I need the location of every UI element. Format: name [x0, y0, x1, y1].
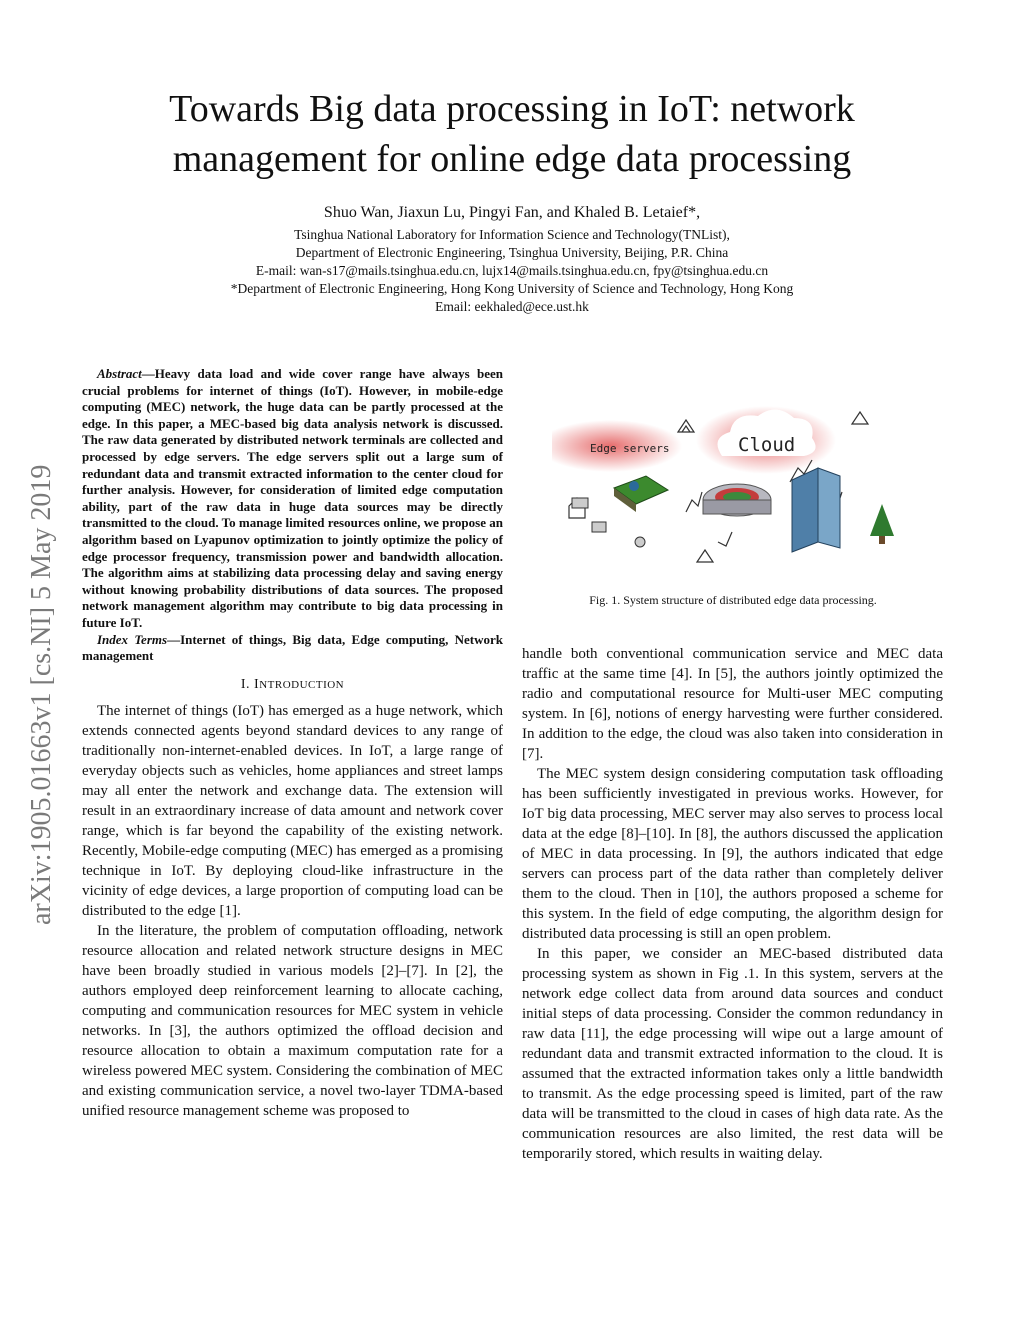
section-heading-introduction — [82, 675, 503, 695]
right-paragraph-1: handle both conventional communication service and MEC data traffic at the same time [4]. In [5], the authors jointly optimized the radio and computational resource for Multi-user MEC computing system. In [6], notions of energy harvesting were further considered. In addition to the edge, the cloud was also taken into consideration in [7]. — [522, 646, 943, 762]
figure-system-structure — [552, 372, 922, 582]
abstract-label: Abstract — [97, 366, 142, 381]
right-paragraph-2: The MEC system design considering computation task offloading has been sufficiently investigated in previous works. However, for IoT big data processing, MEC server may also serves to process local data at the edge [8]–[10]. In [8], the authors discussed the application of MEC in data processing. In [9], the authors indicated that edge servers can process part of the data rather than completely deliver them to the cloud. Then in [10], the authors proposed a scheme for this system. In the field of edge computing, the algorithm design for distributed data processing is still an open problem. — [522, 766, 943, 942]
tree-icon — [870, 504, 894, 544]
park-icon — [614, 476, 668, 512]
affiliation-email-1: E-mail: wan-s17@mails.tsinghua.edu.cn, lujx14@mails.tsinghua.edu.cn, fpy@tsinghua.edu.cn — [255, 263, 769, 278]
building-icon — [792, 468, 840, 552]
left-column — [82, 366, 503, 1121]
right-column — [522, 644, 943, 1164]
arxiv-identifier-stamp — [20, 360, 60, 930]
section-title-rest: NTRODUCTION — [259, 678, 345, 691]
index-terms-label: Index Terms — [97, 631, 168, 647]
cloud-label: Cloud — [738, 434, 796, 456]
abstract — [82, 366, 503, 632]
figure-caption: Fig. 1. System structure of distributed edge data processing. — [589, 593, 877, 607]
title-line-2: management for online edge data processing — [172, 138, 852, 180]
edge-servers-label: Edge servers — [590, 442, 670, 455]
right-paragraph-3: In this paper, we consider an MEC-based distributed data processing system as shown in Fig .1. In this system, servers at the network edge collect data from around data sources and conduct initial steps of data processing. Consider the common redundancy in raw data [11], the edge processing will wipe out a large amount of redundant data and transmit extracted information to the cloud. It is assumed that the extracted information takes only a little bandwidth to transmit. As the edge processing speed is limited, part of the raw data will be transmitted to the cloud in cases of high data rate. As the communication resources are also limited, the rest data will be temporarily stored, which results in waiting delay. — [522, 946, 943, 1162]
title-line-1: Towards Big data processing in IoT: network — [169, 88, 855, 130]
affiliation-2: Department of Electronic Engineering, Tsinghua University, Beijing, P.R. China — [295, 245, 729, 260]
paper-title — [0, 84, 1024, 184]
stadium-icon — [703, 484, 771, 516]
abstract-text: —Heavy data load and wide cover range have always been crucial problems for internet of things (IoT). However, in mobile-edge computing (MEC) network, the huge data can be partly processed at the edge. In this paper, a MEC-based big data analysis network is discussed. The raw data generated by distributed network terminals are collected and processed by edge servers. The edge servers split out a large sum of redundant data and transmit extracted information to the center cloud for further analysis. However, for consideration of limited edge computation ability, part of the raw data in huge data sources may be directly transmitted to the cloud. To manage limited resources online, we propose an algorithm based on Lyapunov optimization to jointly optimize the policy of edge processor frequency, transmission power and bandwidth allocation. The algorithm aims at stabilizing data processing delay and saving energy without knowing probability distributions of data sources. The proposed network management algorithm may contribute to big data processing in future IoT. — [82, 366, 503, 630]
intro-paragraph-1: The internet of things (IoT) has emerged as a huge network, which extends connected agents beyond standard devices to any range of traditionally non-internet-enabled devices. In IoT, a large range of everyday objects such as vehicles, home appliances and street lamps may all enter the network and exchange data. The extension will result in an extraordinary increase of data amount and network cover range, which is far beyond the capability of the existing network. Recently, Mobile-edge computing (MEC) has emerged as a promising technique in IoT. By deploying cloud-like infrastructure in the vicinity of edge devices, a large proportion of computing load can be distributed to the edge [1]. — [82, 702, 503, 919]
section-title-cap: I — [254, 676, 260, 692]
affiliation-email-2: Email: eekhaled@ece.ust.hk — [435, 299, 589, 314]
section-number: I. — [240, 676, 255, 692]
intro-paragraph-2: In the literature, the problem of computation offloading, network resource allocation and related network structure designs in MEC have been broadly studied in various models [2]–[7]. In [2], the authors employed deep reinforcement learning to allocate caching, computing and communication resources for MEC system in vehicle networks. In [3], the authors optimized the offload decision and resource allocation to obtain a maximum computation rate for a wireless powered MEC system. Considering the combination of MEC and existing communication service, a novel two-layer TDMA-based unified resource management scheme was proposed to — [82, 922, 503, 1119]
affiliation-3: *Department of Electronic Engineering, Hong Kong University of Science and Technology, Hong Kong — [230, 281, 794, 296]
index-terms — [82, 632, 503, 665]
affiliation-1: Tsinghua National Laboratory for Information Science and Technology(TNList), — [294, 227, 730, 242]
index-terms-text: —Internet of things, Big data, Edge computing, Network management — [82, 631, 503, 664]
arxiv-id-text: arXiv:1905.01663v1 [cs.NI] 5 May 2019 — [26, 464, 57, 925]
author-list: Shuo Wan, Jiaxun Lu, Pingyi Fan, and Khaled B. Letaief*, — [323, 204, 701, 221]
